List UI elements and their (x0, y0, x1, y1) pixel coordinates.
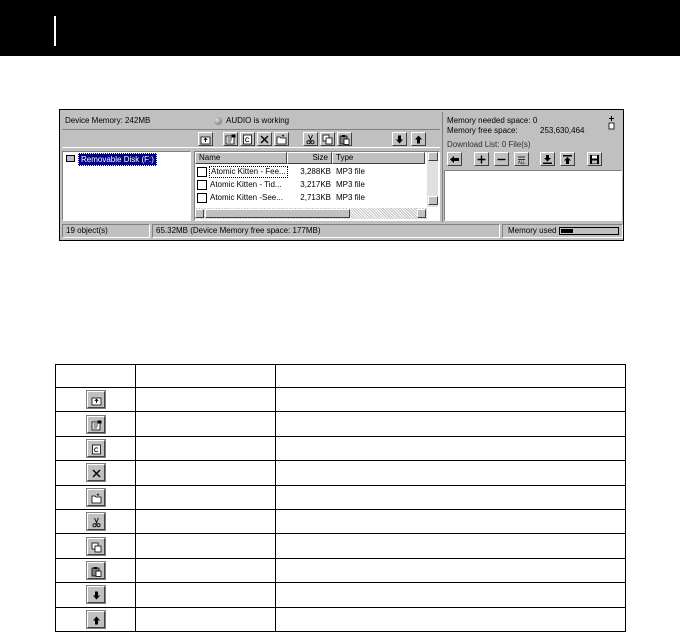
download-list-label: Download List: 0 File(s) (447, 140, 531, 149)
folder-tree-panel[interactable] (62, 151, 191, 221)
copy-button[interactable] (320, 132, 335, 146)
table-row (56, 412, 626, 436)
list-item[interactable] (195, 192, 425, 204)
horizontal-scrollbar[interactable] (195, 208, 427, 219)
mp3-file-icon (197, 180, 207, 190)
memory-free-value: 253,630,464 (540, 126, 585, 135)
column-header-name[interactable]: Name (195, 152, 287, 164)
copy-icon (322, 134, 333, 145)
svg-text:ALL: ALL (518, 159, 526, 165)
memory-used-label: Memory used (508, 226, 557, 235)
save-disk-icon (589, 154, 600, 165)
file-size: 3,217KB (300, 180, 331, 189)
vertical-scrollbar[interactable] (427, 152, 438, 207)
save-button[interactable] (587, 152, 602, 166)
page-header-bar (0, 0, 680, 56)
move-down-button[interactable] (392, 132, 407, 146)
device-icon (608, 116, 615, 130)
left-arrow-icon (449, 154, 460, 165)
file-type: MP3 file (336, 193, 365, 202)
download-list-panel[interactable] (444, 170, 622, 221)
device-memory-label: Device Memory: 242MB (65, 116, 151, 125)
file-name: Atomic Kitten -See... (210, 193, 283, 202)
clear-list-button[interactable] (514, 152, 529, 166)
drive-icon (66, 155, 75, 162)
scroll-down-arrow-icon[interactable] (428, 196, 438, 205)
new-folder-button[interactable] (274, 132, 289, 146)
icon-reference-table (55, 364, 626, 632)
delete-icon (259, 134, 270, 145)
up-folder-icon (200, 134, 211, 145)
new-folder-icon (87, 489, 105, 506)
move-up-button[interactable] (411, 132, 426, 146)
table-header-row (56, 365, 626, 388)
table-row (56, 485, 626, 509)
properties-button[interactable] (223, 132, 238, 146)
list-item[interactable] (195, 179, 425, 191)
scroll-up-arrow-icon[interactable] (428, 152, 438, 161)
memory-free-label: Memory free space: (447, 126, 518, 135)
table-row (56, 534, 626, 558)
clear-list-icon (516, 154, 527, 165)
table-row (56, 583, 626, 607)
delete-icon (87, 464, 105, 481)
cut-button[interactable] (303, 132, 318, 146)
up-folder-button[interactable] (198, 132, 213, 146)
table-row (56, 509, 626, 533)
scroll-left-arrow-icon[interactable] (195, 209, 204, 218)
mp3-file-icon (197, 167, 207, 177)
upload-icon (562, 154, 573, 165)
file-list-panel[interactable] (194, 151, 440, 221)
file-type: MP3 file (336, 167, 365, 176)
status-total-size: 65.32MB (Device Memory free space: 177MB) (152, 224, 500, 238)
table-row (56, 558, 626, 582)
remove-button[interactable] (494, 152, 509, 166)
cut-icon (87, 513, 105, 530)
back-button[interactable] (447, 152, 462, 166)
up-folder-icon (87, 391, 105, 408)
file-size: 2,713KB (300, 193, 331, 202)
move-down-icon (87, 586, 105, 603)
file-name: Atomic Kitten - Tid... (210, 180, 282, 189)
horizontal-scroll-thumb[interactable] (205, 209, 350, 218)
table-row (56, 436, 626, 460)
delete-button[interactable] (257, 132, 272, 146)
app-window (59, 109, 624, 241)
column-header-size[interactable]: Size (287, 152, 332, 164)
scroll-right-arrow-icon[interactable] (417, 209, 426, 218)
status-object-count: 19 object(s) (62, 224, 150, 238)
mp3-file-icon (197, 193, 207, 203)
file-size: 3,288KB (300, 167, 331, 176)
file-name: Atomic Kitten - Fee... (211, 167, 286, 176)
paste-icon (339, 134, 350, 145)
download-button[interactable] (540, 152, 555, 166)
table-row (56, 461, 626, 485)
table-row (56, 388, 626, 412)
list-item[interactable] (195, 166, 425, 178)
add-button[interactable] (474, 152, 489, 166)
refresh-icon (87, 440, 105, 457)
paste-icon (87, 562, 105, 579)
memory-needed-label: Memory needed space: 0 (447, 116, 538, 125)
audio-status-label: AUDIO is working (226, 116, 290, 125)
memory-used-progress-fill (561, 229, 573, 233)
audio-status-led-icon (214, 117, 222, 125)
download-icon (542, 154, 553, 165)
move-up-icon (413, 134, 424, 145)
plus-icon (476, 154, 487, 165)
properties-icon (225, 134, 236, 145)
copy-icon (87, 538, 105, 555)
tree-item-removable-disk[interactable]: Removable Disk (F:) (78, 153, 157, 166)
paste-button[interactable] (337, 132, 352, 146)
minus-icon (496, 154, 507, 165)
refresh-icon (242, 134, 253, 145)
column-header-type[interactable]: Type (332, 152, 425, 164)
file-type: MP3 file (336, 180, 365, 189)
table-row (56, 607, 626, 631)
refresh-button[interactable] (240, 132, 255, 146)
properties-icon (87, 416, 105, 433)
new-folder-icon (276, 134, 287, 145)
move-down-icon (394, 134, 405, 145)
memory-used-progress-bar (559, 227, 619, 235)
cut-icon (305, 134, 316, 145)
header-tick-mark (54, 16, 56, 46)
upload-button[interactable] (560, 152, 575, 166)
status-memory-used (502, 224, 623, 238)
move-up-icon (87, 611, 105, 628)
